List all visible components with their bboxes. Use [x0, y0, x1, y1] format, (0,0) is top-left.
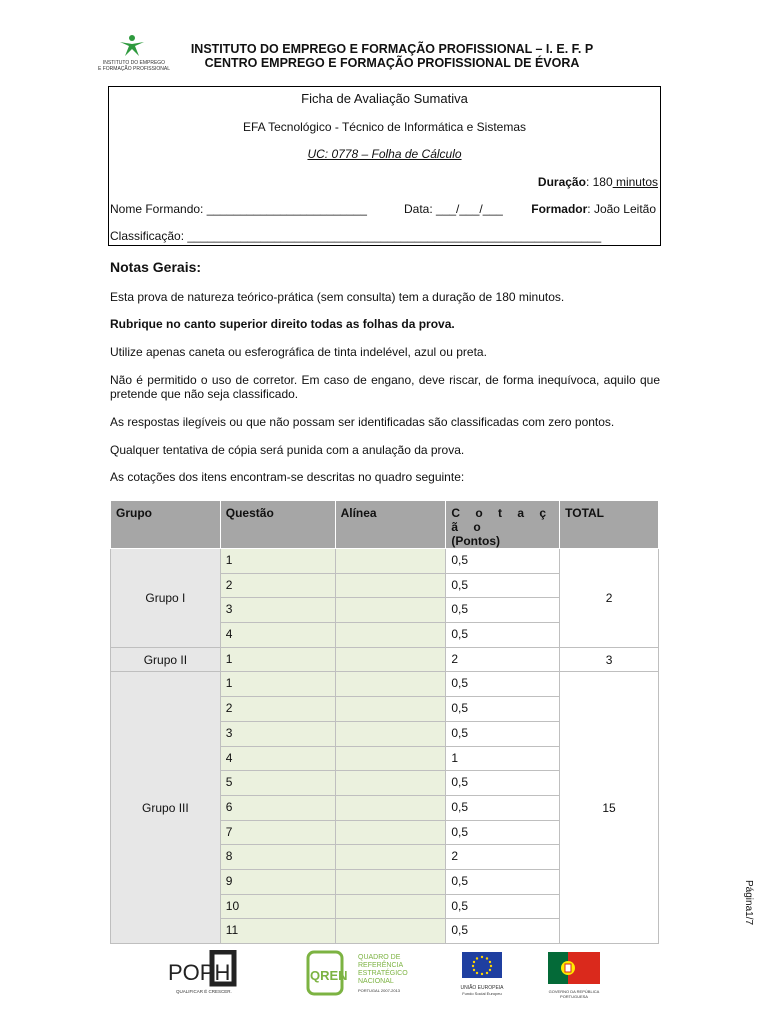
qren-wordmark: QREN: [310, 968, 348, 983]
alinea-cell: [335, 795, 446, 820]
iefp-logo: [92, 34, 172, 78]
question-cell: 4: [220, 623, 335, 648]
duration: Duração: 180 minutos: [537, 175, 658, 189]
uc-name: UC: 0778 – Folha de Cálculo: [307, 147, 462, 161]
alinea-cell: [335, 573, 446, 598]
points-cell: 0,5: [446, 771, 560, 796]
eu-flag-icon: [458, 952, 506, 980]
qren-logo: [306, 950, 432, 996]
logo-caption: INSTITUTO DO EMPREGO E FORMAÇÃO PROFISSIONAL: [98, 60, 170, 72]
eu-sub: Fundo Social Europeu: [462, 991, 502, 996]
poph-logo-graphic: [168, 950, 280, 996]
group-cell: Grupo I: [111, 549, 221, 648]
page-number: Página1/7: [743, 880, 754, 926]
form-title: Ficha de Avaliação Sumativa: [301, 91, 468, 106]
points-cell: 0,5: [446, 573, 560, 598]
question-cell: 8: [220, 845, 335, 870]
note-6: Qualquer tentativa de cópia será punida com a anulação da prova.: [110, 443, 465, 457]
header-grupo: Grupo: [111, 501, 221, 549]
alinea-cell: [335, 697, 446, 722]
poph-logo: [168, 950, 280, 996]
table-row: [111, 647, 659, 672]
points-cell: 0,5: [446, 721, 560, 746]
points-cell: 0,5: [446, 623, 560, 648]
qren-text: QUADRO DE REFERÊNCIA ESTRATÉGICO NACIONAL: [358, 954, 408, 985]
table-row: [111, 549, 659, 574]
points-cell: 1: [446, 746, 560, 771]
alinea-cell: [335, 894, 446, 919]
course-name: EFA Tecnológico - Técnico de Informática e Sistemas: [242, 120, 527, 134]
group-cell: Grupo II: [111, 647, 221, 672]
note-1: Esta prova de natureza teórico-prática (sem consulta) tem a duração de 180 minutos.: [110, 290, 565, 304]
points-cell: 0,5: [446, 869, 560, 894]
question-cell: 11: [220, 919, 335, 944]
header-alinea: Alínea: [335, 501, 446, 549]
trainer: Formador: João Leitão: [531, 202, 656, 216]
points-cell: 0,5: [446, 820, 560, 845]
question-cell: 4: [220, 746, 335, 771]
note-4: Não é permitido o uso de corretor. Em caso de engano, deve riscar, de forma inequívoca, aquilo que pretende que não seja classificado.: [110, 373, 660, 401]
question-cell: 9: [220, 869, 335, 894]
question-cell: 2: [220, 697, 335, 722]
date-field[interactable]: Data: ___/___/___: [404, 202, 503, 216]
question-cell: 5: [220, 771, 335, 796]
note-2: Rubrique no canto superior direito todas as folhas da prova.: [110, 317, 455, 331]
table-header-row: [111, 501, 659, 549]
question-cell: 6: [220, 795, 335, 820]
alinea-cell: [335, 771, 446, 796]
header-total: TOTAL: [560, 501, 659, 549]
form-box: [108, 86, 661, 246]
total-cell: 3: [560, 647, 659, 672]
eu-logo: [458, 952, 506, 994]
trainee-name-field[interactable]: Nome Formando: ________________________: [110, 202, 367, 216]
table-row: [111, 672, 659, 697]
total-cell: 2: [560, 549, 659, 648]
question-cell: 7: [220, 820, 335, 845]
note-3: Utilize apenas caneta ou esferográfica de tinta indelével, azul ou preta.: [110, 345, 487, 359]
question-cell: 1: [220, 672, 335, 697]
alinea-cell: [335, 623, 446, 648]
alinea-cell: [335, 845, 446, 870]
question-cell: 1: [220, 549, 335, 574]
iefp-logo-icon: [118, 34, 146, 58]
alinea-cell: [335, 721, 446, 746]
points-cell: 0,5: [446, 549, 560, 574]
question-cell: 1: [220, 647, 335, 672]
points-cell: 0,5: [446, 598, 560, 623]
header-cotacao: C o t a ç ã o (Pontos): [446, 501, 560, 549]
portugal-logo: [548, 952, 600, 999]
header-questao: Questão: [220, 501, 335, 549]
question-cell: 2: [220, 573, 335, 598]
alinea-cell: [335, 746, 446, 771]
scoring-table: [110, 500, 659, 944]
points-cell: 2: [446, 845, 560, 870]
alinea-cell: [335, 672, 446, 697]
question-cell: 10: [220, 894, 335, 919]
points-cell: 2: [446, 647, 560, 672]
notes-title: Notas Gerais:: [110, 259, 202, 275]
eu-text: UNIÃO EUROPEIA: [460, 985, 504, 991]
question-cell: 3: [220, 598, 335, 623]
classification-field[interactable]: Classificação: ______________________________________________________________: [110, 229, 602, 243]
page-header: [92, 34, 712, 78]
footer-logos: [168, 944, 608, 998]
points-cell: 0,5: [446, 919, 560, 944]
points-cell: 0,5: [446, 795, 560, 820]
portugal-flag-icon: [548, 952, 600, 984]
question-cell: 3: [220, 721, 335, 746]
pt-text: GOVERNO DA REPÚBLICA PORTUGUESA: [548, 989, 600, 999]
poph-tagline: QUALIFICAR É CRESCER.: [176, 989, 232, 994]
alinea-cell: [335, 919, 446, 944]
note-5: As respostas ilegíveis ou que não possam ser identificadas são classificadas com zero pontos.: [110, 415, 615, 429]
points-cell: 0,5: [446, 894, 560, 919]
alinea-cell: [335, 598, 446, 623]
qren-sub: PORTUGAL 2007-2013: [358, 988, 401, 993]
alinea-cell: [335, 647, 446, 672]
alinea-cell: [335, 549, 446, 574]
institution-name: INSTITUTO DO EMPREGO E FORMAÇÃO PROFISSIONAL – I. E. F. P CENTRO EMPREGO E FORMAÇÃO PROFISSIONAL DE ÉVORA: [190, 42, 594, 70]
alinea-cell: [335, 820, 446, 845]
total-cell: 15: [560, 672, 659, 944]
alinea-cell: [335, 869, 446, 894]
poph-wordmark: POPH: [168, 960, 231, 985]
points-cell: 0,5: [446, 697, 560, 722]
points-cell: 0,5: [446, 672, 560, 697]
note-7: As cotações dos itens encontram-se descritas no quadro seguinte:: [110, 470, 465, 484]
group-cell: Grupo III: [111, 672, 221, 944]
